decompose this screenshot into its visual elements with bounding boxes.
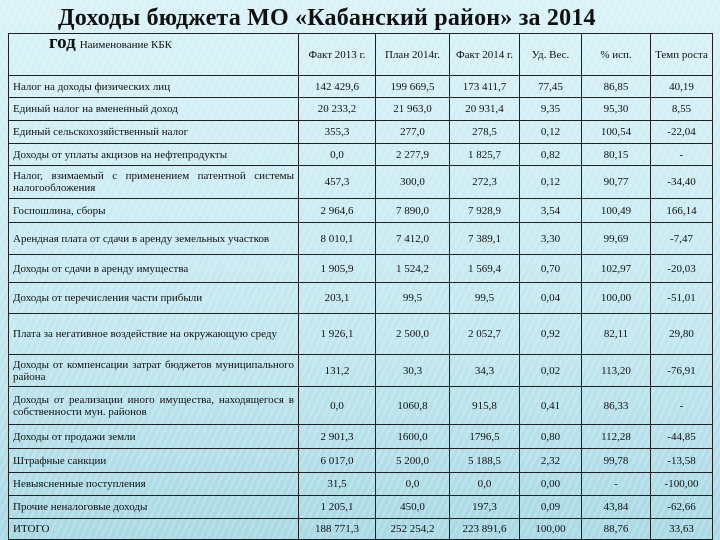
fact2013-cell: 6 017,0	[299, 449, 376, 473]
row-name: Прочие неналоговые доходы	[9, 496, 299, 519]
table-row	[9, 255, 713, 283]
row-name: Штрафные санкции	[9, 449, 299, 473]
row-name: Невыясненные поступления	[9, 473, 299, 496]
plan2014-cell: 7 890,0	[376, 199, 450, 223]
pct-cell: 43,84	[582, 496, 651, 519]
row-name: Доходы от перечисления части прибыли	[9, 283, 299, 314]
plan2014-cell: 252 254,2	[376, 519, 450, 540]
growth-cell: 33,63	[651, 519, 713, 540]
growth-cell: -	[651, 387, 713, 425]
table-row	[9, 425, 713, 449]
year-label: год	[49, 32, 76, 53]
row-name: ИТОГО	[9, 519, 299, 540]
header-plan2014: План 2014г.	[376, 34, 450, 76]
fact2013-cell: 1 905,9	[299, 255, 376, 283]
plan2014-cell: 199 669,5	[376, 76, 450, 98]
table-row	[9, 144, 713, 166]
table-header-row	[9, 34, 713, 76]
fact2014-cell: 272,3	[450, 166, 520, 199]
row-name: Налог на доходы физических лиц	[9, 76, 299, 98]
share-cell: 0,09	[520, 496, 582, 519]
share-cell: 0,80	[520, 425, 582, 449]
table-row	[9, 98, 713, 121]
pct-cell: 86,33	[582, 387, 651, 425]
fact2013-cell: 8 010,1	[299, 223, 376, 255]
table-row	[9, 76, 713, 98]
table-row	[9, 314, 713, 355]
pct-cell: 82,11	[582, 314, 651, 355]
row-name: Доходы от продажи земли	[9, 425, 299, 449]
growth-cell: -76,91	[651, 355, 713, 387]
fact2014-cell: 0,0	[450, 473, 520, 496]
growth-cell: 40,19	[651, 76, 713, 98]
plan2014-cell: 450,0	[376, 496, 450, 519]
pct-cell: 86,85	[582, 76, 651, 98]
fact2014-cell: 99,5	[450, 283, 520, 314]
plan2014-cell: 5 200,0	[376, 449, 450, 473]
fact2014-cell: 7 389,1	[450, 223, 520, 255]
growth-cell: -7,47	[651, 223, 713, 255]
fact2013-cell: 188 771,3	[299, 519, 376, 540]
fact2013-cell: 1 205,1	[299, 496, 376, 519]
growth-cell: -34,40	[651, 166, 713, 199]
header-fact2013: Факт 2013 г.	[299, 34, 376, 76]
share-cell: 0,70	[520, 255, 582, 283]
growth-cell: 166,14	[651, 199, 713, 223]
growth-cell: -62,66	[651, 496, 713, 519]
fact2013-cell: 1 926,1	[299, 314, 376, 355]
table-row	[9, 283, 713, 314]
plan2014-cell: 1060,8	[376, 387, 450, 425]
growth-cell: -20,03	[651, 255, 713, 283]
plan2014-cell: 300,0	[376, 166, 450, 199]
header-pct: % исп.	[582, 34, 651, 76]
growth-cell: -	[651, 144, 713, 166]
header-fact2014: Факт 2014 г.	[450, 34, 520, 76]
growth-cell: 29,80	[651, 314, 713, 355]
pct-cell: 100,49	[582, 199, 651, 223]
header-share: Уд. Вес.	[520, 34, 582, 76]
fact2013-cell: 0,0	[299, 144, 376, 166]
fact2014-cell: 1 825,7	[450, 144, 520, 166]
row-name: Налог, взимаемый с применением патентной системы налогообложения	[9, 166, 299, 199]
row-name: Арендная плата от сдачи в аренду земельных участков	[9, 223, 299, 255]
row-name: Доходы от сдачи в аренду имущества	[9, 255, 299, 283]
growth-cell: -100,00	[651, 473, 713, 496]
plan2014-cell: 99,5	[376, 283, 450, 314]
fact2014-cell: 20 931,4	[450, 98, 520, 121]
fact2013-cell: 131,2	[299, 355, 376, 387]
share-cell: 0,12	[520, 121, 582, 144]
plan2014-cell: 30,3	[376, 355, 450, 387]
table-row	[9, 387, 713, 425]
plan2014-cell: 1600,0	[376, 425, 450, 449]
table-row	[9, 121, 713, 144]
pct-cell: 100,00	[582, 283, 651, 314]
fact2014-cell: 915,8	[450, 387, 520, 425]
share-cell: 3,54	[520, 199, 582, 223]
fact2013-cell: 203,1	[299, 283, 376, 314]
table-row	[9, 473, 713, 496]
share-cell: 0,00	[520, 473, 582, 496]
fact2013-cell: 0,0	[299, 387, 376, 425]
fact2014-cell: 5 188,5	[450, 449, 520, 473]
table-row	[9, 449, 713, 473]
share-cell: 77,45	[520, 76, 582, 98]
growth-cell: -22,04	[651, 121, 713, 144]
row-name: Единый налог на вмененный доход	[9, 98, 299, 121]
plan2014-cell: 2 277,9	[376, 144, 450, 166]
fact2013-cell: 2 964,6	[299, 199, 376, 223]
pct-cell: 95,30	[582, 98, 651, 121]
fact2013-cell: 142 429,6	[299, 76, 376, 98]
row-name: Плата за негативное воздействие на окружающую среду	[9, 314, 299, 355]
row-name: Госпошлина, сборы	[9, 199, 299, 223]
share-cell: 0,02	[520, 355, 582, 387]
row-name: Доходы от уплаты акцизов на нефтепродукты	[9, 144, 299, 166]
share-cell: 2,32	[520, 449, 582, 473]
share-cell: 100,00	[520, 519, 582, 540]
fact2013-cell: 2 901,3	[299, 425, 376, 449]
growth-cell: -44,85	[651, 425, 713, 449]
table-row	[9, 519, 713, 540]
page-title: Доходы бюджета МО «Кабанский район» за 2014	[58, 5, 596, 31]
fact2014-cell: 278,5	[450, 121, 520, 144]
plan2014-cell: 277,0	[376, 121, 450, 144]
fact2014-cell: 197,3	[450, 496, 520, 519]
share-cell: 0,04	[520, 283, 582, 314]
plan2014-cell: 1 524,2	[376, 255, 450, 283]
row-name: Доходы от реализации иного имущества, находящегося в собственности мун. районов	[9, 387, 299, 425]
budget-table	[8, 33, 713, 540]
header-growth: Темп роста	[651, 34, 713, 76]
table-row	[9, 166, 713, 199]
fact2014-cell: 173 411,7	[450, 76, 520, 98]
plan2014-cell: 21 963,0	[376, 98, 450, 121]
pct-cell: -	[582, 473, 651, 496]
pct-cell: 102,97	[582, 255, 651, 283]
fact2014-cell: 1 569,4	[450, 255, 520, 283]
fact2013-cell: 355,3	[299, 121, 376, 144]
pct-cell: 100,54	[582, 121, 651, 144]
table-row	[9, 223, 713, 255]
pct-cell: 99,69	[582, 223, 651, 255]
fact2013-cell: 457,3	[299, 166, 376, 199]
fact2014-cell: 7 928,9	[450, 199, 520, 223]
header-name-label: Наименование КБК	[79, 39, 172, 51]
plan2014-cell: 2 500,0	[376, 314, 450, 355]
pct-cell: 112,28	[582, 425, 651, 449]
plan2014-cell: 0,0	[376, 473, 450, 496]
header-name	[9, 34, 299, 76]
pct-cell: 80,15	[582, 144, 651, 166]
pct-cell: 113,20	[582, 355, 651, 387]
pct-cell: 99,78	[582, 449, 651, 473]
fact2014-cell: 223 891,6	[450, 519, 520, 540]
share-cell: 0,82	[520, 144, 582, 166]
pct-cell: 88,76	[582, 519, 651, 540]
plan2014-cell: 7 412,0	[376, 223, 450, 255]
share-cell: 9,35	[520, 98, 582, 121]
table-row	[9, 199, 713, 223]
row-name: Единый сельскохозяйственный налог	[9, 121, 299, 144]
row-name: Доходы от компенсации затрат бюджетов муниципального района	[9, 355, 299, 387]
share-cell: 3,30	[520, 223, 582, 255]
growth-cell: -13,58	[651, 449, 713, 473]
share-cell: 0,92	[520, 314, 582, 355]
fact2014-cell: 2 052,7	[450, 314, 520, 355]
pct-cell: 90,77	[582, 166, 651, 199]
growth-cell: 8,55	[651, 98, 713, 121]
fact2013-cell: 20 233,2	[299, 98, 376, 121]
table-row	[9, 355, 713, 387]
table-row	[9, 496, 713, 519]
growth-cell: -51,01	[651, 283, 713, 314]
share-cell: 0,12	[520, 166, 582, 199]
share-cell: 0,41	[520, 387, 582, 425]
fact2013-cell: 31,5	[299, 473, 376, 496]
fact2014-cell: 34,3	[450, 355, 520, 387]
fact2014-cell: 1796,5	[450, 425, 520, 449]
